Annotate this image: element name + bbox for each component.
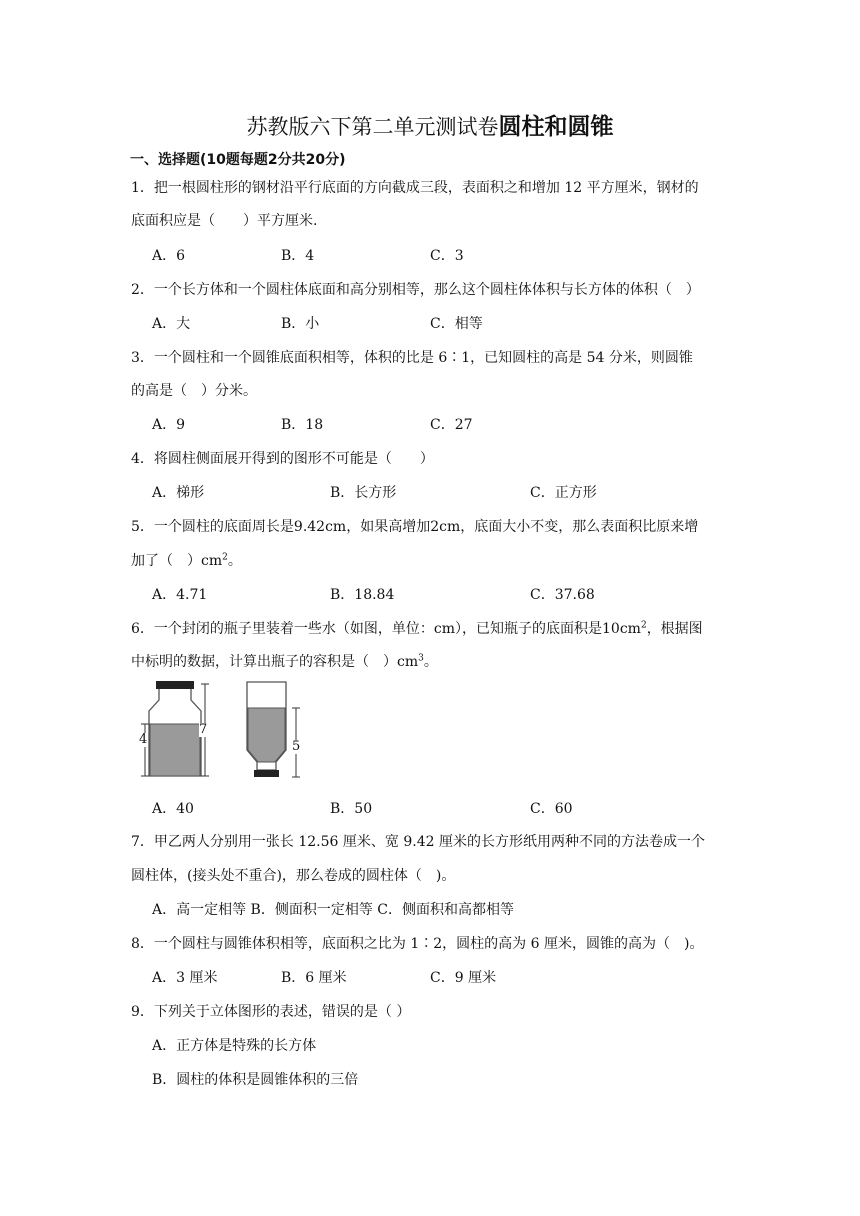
question-5-option-a[interactable]: A．4.71 [152, 587, 208, 603]
question-4-line-1: 4．将圆柱侧面展开得到的图形不可能是（ ） [131, 451, 434, 467]
question-2-option-a[interactable]: A．大 [152, 316, 191, 332]
figure-label-bottle-height: 7 [199, 722, 208, 737]
figure-label-water-height: 4 [139, 732, 148, 747]
question-3-line-1: 3．一个圆柱和一个圆锥底面积相等，体积的比是 6∶1，已知圆柱的高是 54 分米，则圆锥 [131, 350, 693, 366]
inverted-bottle [247, 682, 300, 777]
question-6-superscript-1: 2 [640, 620, 647, 631]
question-8-option-b[interactable]: B．6 厘米 [281, 970, 347, 986]
question-9-option-a[interactable]: A．正方体是特殊的长方体 [152, 1038, 317, 1054]
question-2-option-b[interactable]: B．小 [281, 316, 320, 332]
question-6-option-a[interactable]: A．40 [152, 801, 194, 817]
question-1-option-b[interactable]: B．4 [281, 248, 315, 264]
question-9-line-1: 9．下列关于立体图形的表述，错误的是（ ） [131, 1004, 411, 1020]
figure-label-air-height: 5 [292, 739, 301, 754]
question-1-option-a[interactable]: A．6 [152, 248, 186, 264]
question-6-option-b[interactable]: B．50 [330, 801, 373, 817]
question-5-option-b[interactable]: B．18.84 [330, 587, 395, 603]
title-bold: 圆柱和圆锥 [498, 114, 614, 140]
question-1-line-2: 底面积应是（ ）平方厘米. [131, 213, 318, 229]
question-1-option-c[interactable]: C．3 [430, 248, 464, 264]
question-8-option-c[interactable]: C．9 厘米 [430, 970, 497, 986]
question-1-line-1: 1．把一根圆柱形的钢材沿平行底面的方向截成三段，表面积之和增加 12 平方厘米，钢材的 [131, 180, 699, 196]
question-8-option-a[interactable]: A．3 厘米 [152, 970, 218, 986]
question-6-line-1-text: 6．一个封闭的瓶子里装着一些水（如图，单位：cm），已知瓶子的底面积是10cm [131, 621, 641, 637]
question-6-line-2-text: 中标明的数据，计算出瓶子的容积是（ ）cm [131, 654, 419, 670]
question-4-option-b[interactable]: B．长方形 [330, 485, 397, 501]
question-7-line-1: 7．甲乙两人分别用一张长 12.56 厘米、宽 9.42 厘米的长方形纸用两种不同的方法卷成一个 [131, 834, 705, 850]
question-5-line-2 [131, 551, 242, 571]
question-6-option-c[interactable]: C．60 [530, 801, 573, 817]
question-3-line-2: 的高是（ ）分米。 [131, 383, 257, 399]
question-2-option-c[interactable]: C．相等 [430, 316, 483, 332]
question-6-line-1-end: ，根据图 [646, 621, 703, 637]
question-7-options[interactable]: A．高一定相等 B．侧面积一定相等 C．侧面积和高都相等 [152, 902, 515, 918]
question-6-line-1 [131, 619, 703, 639]
bottle-diagram [134, 678, 314, 782]
question-6-line-2 [131, 652, 438, 672]
question-9-option-b[interactable]: B．圆柱的体积是圆锥体积的三倍 [152, 1072, 359, 1088]
question-3-option-a[interactable]: A．9 [152, 417, 186, 433]
question-5-line-1: 5．一个圆柱的底面周长是9.42cm，如果高增加2cm，底面大小不变，那么表面积比原来增 [131, 519, 699, 535]
question-3-option-b[interactable]: B．18 [281, 417, 324, 433]
question-3-option-c[interactable]: C．27 [430, 417, 473, 433]
page-title [0, 112, 860, 142]
question-8-line-1: 8．一个圆柱与圆锥体积相等，底面积之比为 1∶2，圆柱的高为 6 厘米，圆锥的高为（ )。 [131, 936, 704, 952]
question-2-line-1: 2．一个长方体和一个圆柱体底面和高分别相等，那么这个圆柱体体积与长方体的体积（ ） [131, 282, 700, 298]
question-5-option-c[interactable]: C．37.68 [530, 587, 595, 603]
title-main: 苏教版六下第二单元测试卷 [246, 115, 499, 139]
question-7-line-2: 圆柱体，(接头处不重合)，那么卷成的圆柱体（ )。 [131, 868, 456, 884]
question-4-option-a[interactable]: A．梯形 [152, 485, 205, 501]
question-5-line-2-end: 。 [227, 553, 242, 569]
question-5-superscript: 2 [222, 552, 228, 563]
question-4-option-c[interactable]: C．正方形 [530, 485, 597, 501]
question-6-superscript-2: 3 [418, 653, 424, 664]
section-heading: 一、选择题(10题每题2分共20分) [130, 152, 346, 168]
question-5-line-2-text: 加了（ ）cm [131, 553, 223, 569]
question-6-line-2-end: 。 [423, 654, 438, 670]
